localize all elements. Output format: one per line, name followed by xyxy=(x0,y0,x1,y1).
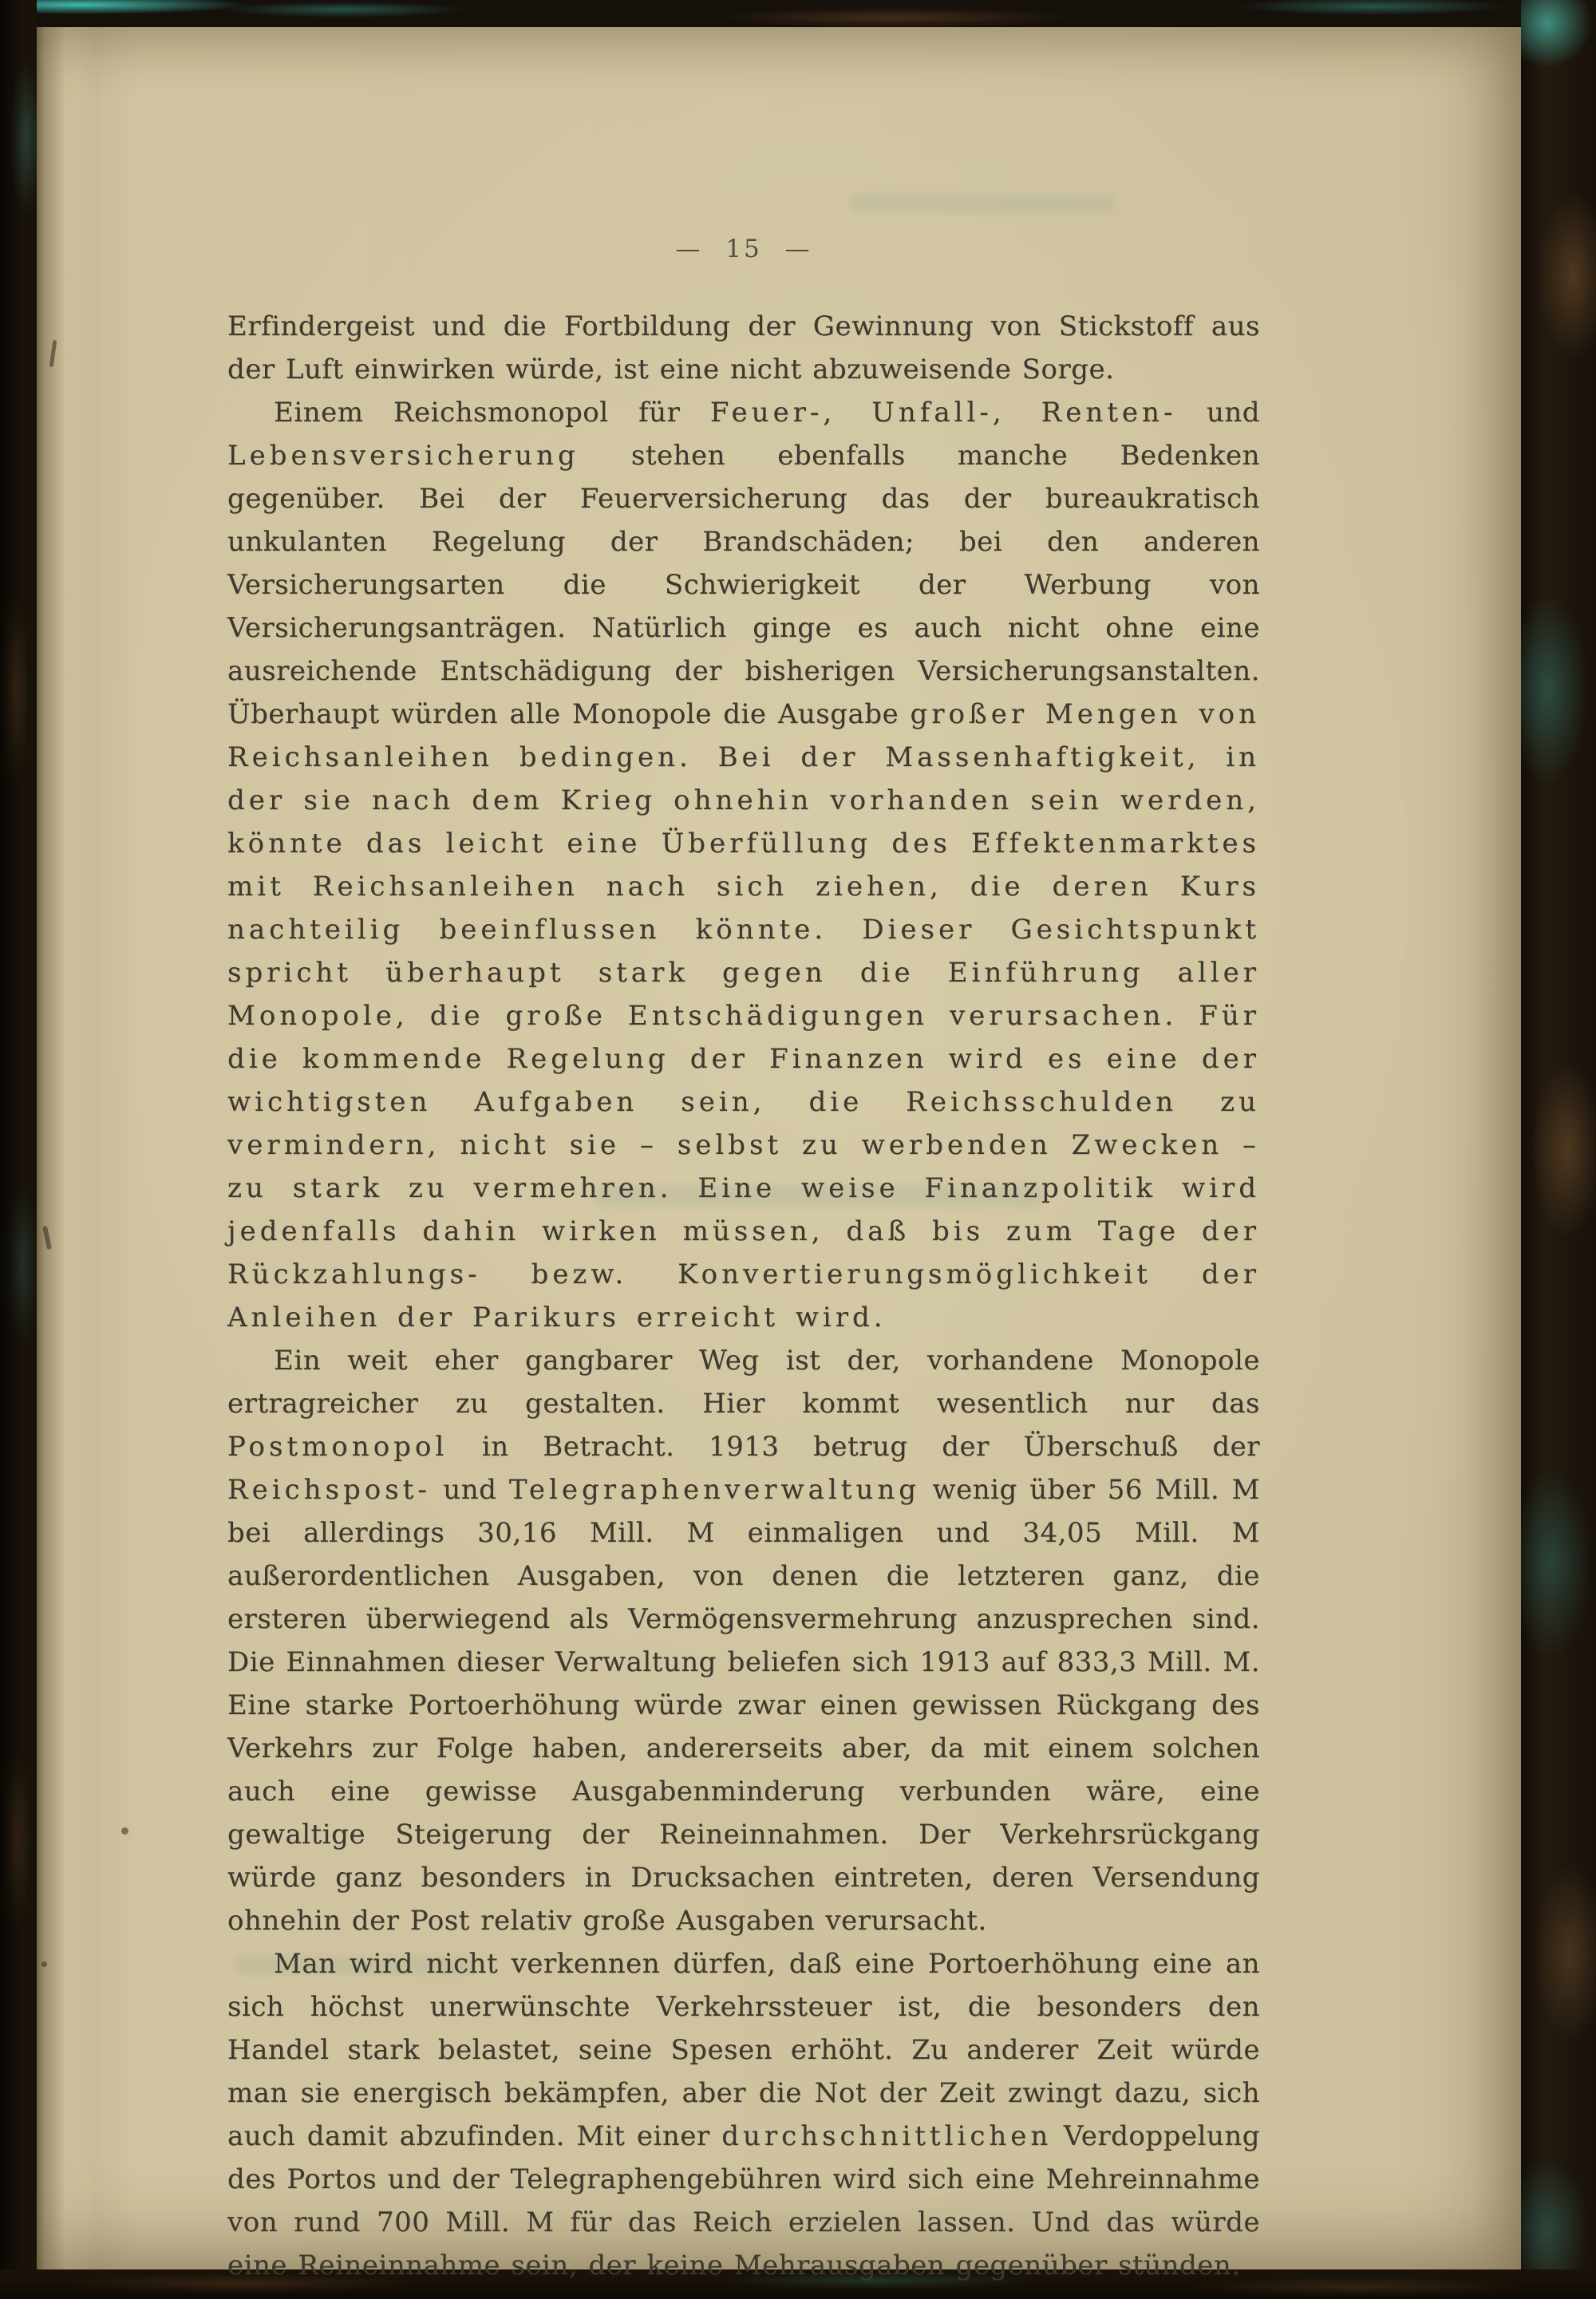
book-cover-top-edge xyxy=(0,0,1596,27)
body-text: Man wird nicht verkennen dürfen, daß eine Portoerhöhung eine an sich höchst unerwünschte Verkehrssteuer ist, die besonders den Handel stark belastet, seine Spesen erhöht. Zu anderer Zeit würde man sie energisch bekämpfen, aber die Not der Zeit zwingt dazu, sich auch damit abzufinden. Mit einer xyxy=(227,1948,1260,2152)
ink-speck xyxy=(121,1827,128,1835)
body-text: und xyxy=(1176,397,1260,429)
body-text: in Betracht. 1913 betrug der Überschuß der xyxy=(448,1431,1260,1463)
body-text: Ein weit eher gangbarer Weg ist der, vorhandene Monopole ertragreicher zu gestalten. Hier kommt wesentlich nur das xyxy=(227,1345,1260,1420)
paragraph xyxy=(227,391,1260,1339)
page-text-block xyxy=(227,305,1260,2287)
letterspaced-emphasis-text: Feuer-, Unfall-, Renten- xyxy=(709,397,1177,429)
body-text: wenig über 56 Mill. M bei allerdings 30,16 Mill. M einmaligen und 34,05 Mill. M außerordentlichen Ausgaben, von denen die letzteren ganz, die ersteren überwiegend als Vermögensvermehrung anzusprechen sind. Die Einnahmen dieser Verwaltung beliefen sich 1913 auf 833,3 Mill. M. Eine starke Portoerhöhung würde zwar einen gewissen Rückgang des Verkehrs zur Folge haben, andererseits aber, da mit einem solchen auch eine gewisse Ausgabenminderung verbunden wäre, eine gewaltige Steigerung der Reineinnahmen. Der Verkehrsrückgang würde ganz besonders in Drucksachen eintreten, deren Versendung ohnehin der Post relativ große Ausgaben verursacht. xyxy=(227,1474,1261,1937)
body-text: Verdoppelung des Portos und der Telegraphengebühren wird sich eine Mehreinnahme von rund 700 Mill. M für das Reich erzielen lassen. Und das würde eine Reineinnahme sein, der keine Mehrausgaben gegenüber stünden. xyxy=(227,2120,1260,2281)
letterspaced-emphasis-text: großer Mengen von Reichsanleihen bedingen. Bei der Massenhaftigkeit, in der sie nach dem Krieg ohnehin vorhanden sein werden, könnte das leicht eine Überfüllung des Effektenmarktes mit Reichsanleihen nach sich ziehen, die deren Kurs nachteilig beeinflussen könnte. Dieser Gesichtspunkt spricht überhaupt stark gegen die Einführung aller Monopole, die große Entschädigungen verursachen. Für die kommende Regelung der Finanzen wird es eine der wichtigsten Aufgaben sein, die Reichsschulden zu vermindern, nicht sie – selbst zu werbenden Zwecken – zu stark zu vermehren. Eine weise Finanzpolitik wird jedenfalls dahin wirken müssen, daß bis zum Tage der Rückzahlungs- bezw. Konvertierungsmöglichkeit der Anleihen der Parikurs erreicht wird. xyxy=(227,698,1260,1333)
letterspaced-emphasis-text: Telegraphenverwaltung xyxy=(508,1474,921,1506)
book-page xyxy=(37,27,1521,2281)
margin-ink-mark xyxy=(49,340,57,367)
letterspaced-emphasis-text: Reichspost- xyxy=(227,1474,431,1506)
paragraph xyxy=(227,1339,1260,1942)
paragraph xyxy=(227,305,1260,391)
body-text: und xyxy=(430,1474,509,1506)
letterspaced-emphasis-text: Lebensversicherung xyxy=(227,440,579,472)
ink-speck xyxy=(41,1961,47,1967)
margin-ink-mark xyxy=(42,1226,52,1250)
letterspaced-emphasis-text: durchschnittlichen xyxy=(721,2120,1053,2152)
paragraph xyxy=(227,1942,1260,2287)
book-cover-left-edge xyxy=(0,0,37,2299)
page-number: — 15 — xyxy=(675,235,812,263)
body-text: Erfindergeist und die Fortbildung der Gewinnung von Stickstoff aus der Luft einwirken würde, ist eine nicht abzuweisende Sorge. xyxy=(227,310,1260,385)
body-text: Einem Reichsmonopol für xyxy=(274,397,710,429)
book-cover-right-edge xyxy=(1521,0,1596,2299)
letterspaced-emphasis-text: Postmonopol xyxy=(227,1431,448,1463)
show-through-smudge xyxy=(851,195,1114,212)
body-text: stehen ebenfalls manche Bedenken gegenüber. Bei der Feuerversicherung das der bureaukratisch unkulanten Regelung der Brandschäden; bei den anderen Versicherungsarten die Schwierigkeit der Werbung von Versicherungsanträgen. Natürlich ginge es auch nicht ohne eine ausreichende Entschädigung der bisherigen Versicherungsanstalten. Überhaupt würden alle Monopole die Ausgabe xyxy=(227,440,1260,730)
